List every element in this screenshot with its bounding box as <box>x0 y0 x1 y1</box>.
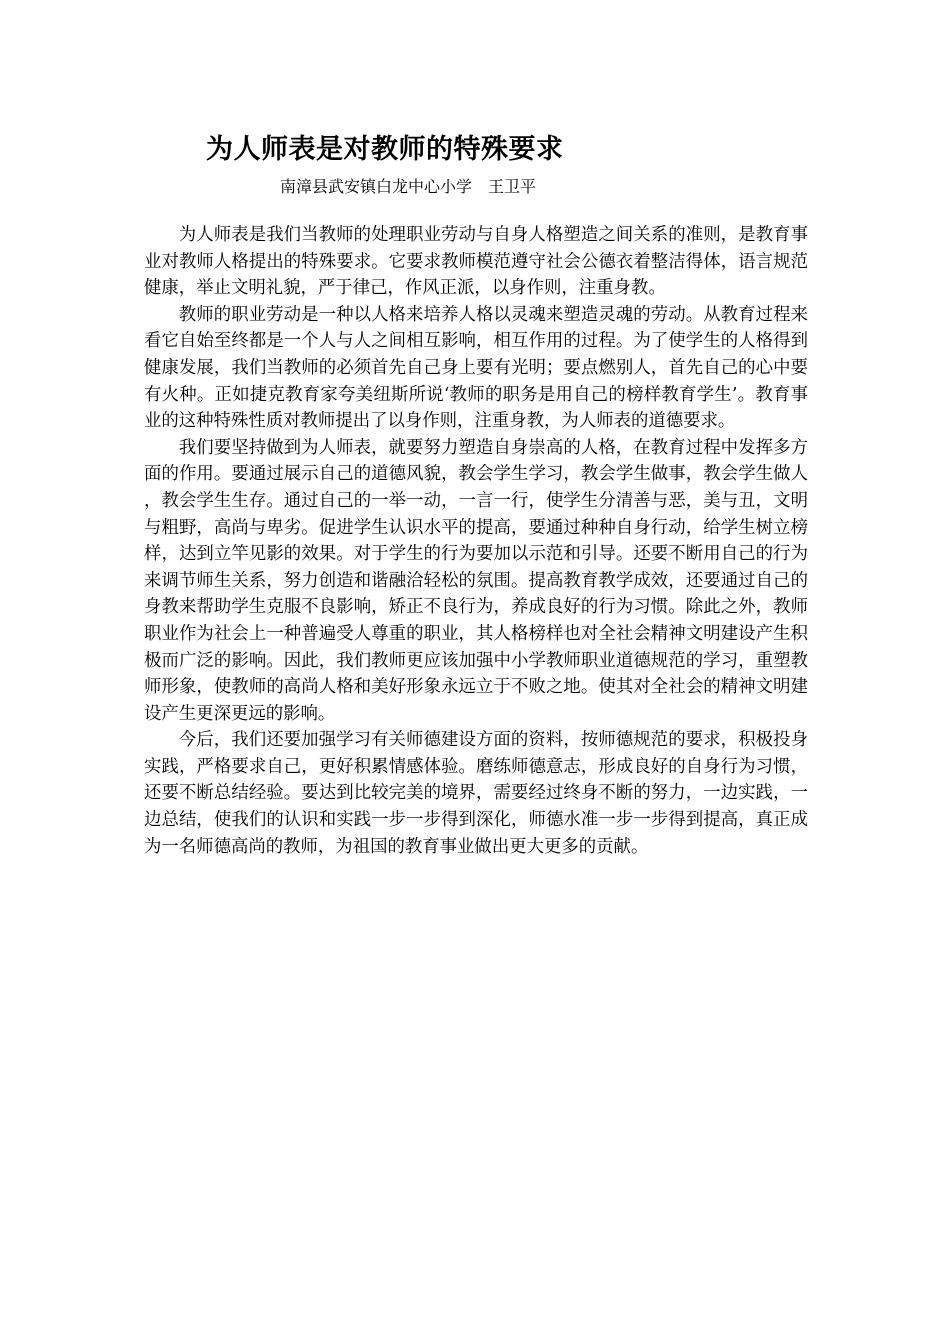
paragraph-4: 今后，我们还要加强学习有关师德建设方面的资料，按师德规范的要求，积极投身实践，严格要求自己，更好积累情感体验。磨练师德意志，形成良好的自身行为习惯，还要不断总结经验。要达到比较完美的境界，需要经过终身不断的努力，一边实践，一边总结，使我们的认识和实践一步一步得到深化，师德水准一步一步得到提高，真正成为一名师德高尚的教师，为祖国的教育事业做出更大更多的贡献。 <box>144 730 808 857</box>
document-body <box>144 222 808 860</box>
author-school: 南漳县武安镇白龙中心小学 <box>280 177 473 196</box>
document-title: 为人师表是对教师的特殊要求 <box>206 134 564 165</box>
paragraph-1: 为人师表是我们当教师的处理职业劳动与自身人格塑造之间关系的准则，是教育事业对教师人格提出的特殊要求。它要求教师模范遵守社会公德衣着整洁得体，语言规范健康，举止文明礼貌，严于律己，作风正派，以身作则，注重身教。 <box>144 225 808 299</box>
paragraph-3: 我们要坚持做到为人师表，就要努力塑造自身崇高的人格，在教育过程中发挥多方面的作用。要通过展示自己的道德风貌，教会学生学习，教会学生做事，教会学生做人，教会学生生存。通过自己的一举一动，一言一行，使学生分清善与恶，美与丑，文明与粗野，高尚与卑劣。促进学生认识水平的提高，要通过种种自身行动，给学生树立榜样，达到立竿见影的效果。对于学生的行为要加以示范和引导。还要不断用自己的行为来调节师生关系，努力创造和谐融洽轻松的氛围。提高教育教学成效，还要通过自己的身教来帮助学生克服不良影响，矫正不良行为，养成良好的行为习惯。除此之外，教师职业作为社会上一种普遍受人尊重的职业，其人格榜样也对全社会精神文明建设产生积极而广泛的影响。因此，我们教师更应该加强中小学教师职业道德规范的学习，重塑教师形象，使教师的高尚人格和美好形象永远立于不败之地。使其对全社会的精神文明建设产生更深更远的影响。 <box>144 437 808 724</box>
author-byline <box>280 174 536 200</box>
author-name: 王卫平 <box>488 177 537 196</box>
paragraph-2: 教师的职业劳动是一种以人格来培养人格以灵魂来塑造灵魂的劳动。从教育过程来看它自始至终都是一个人与人之间相互影响，相互作用的过程。为了使学生的人格得到健康发展，我们当教师的必须首先自己身上要有光明；要点燃别人，首先自己的心中要有火种。正如捷克教育家夸美纽斯所说‘教师的职务是用自己的榜样教育学生’。教育事业的这种特殊性质对教师提出了以身作则，注重身教，为人师表的道德要求。 <box>144 304 808 432</box>
